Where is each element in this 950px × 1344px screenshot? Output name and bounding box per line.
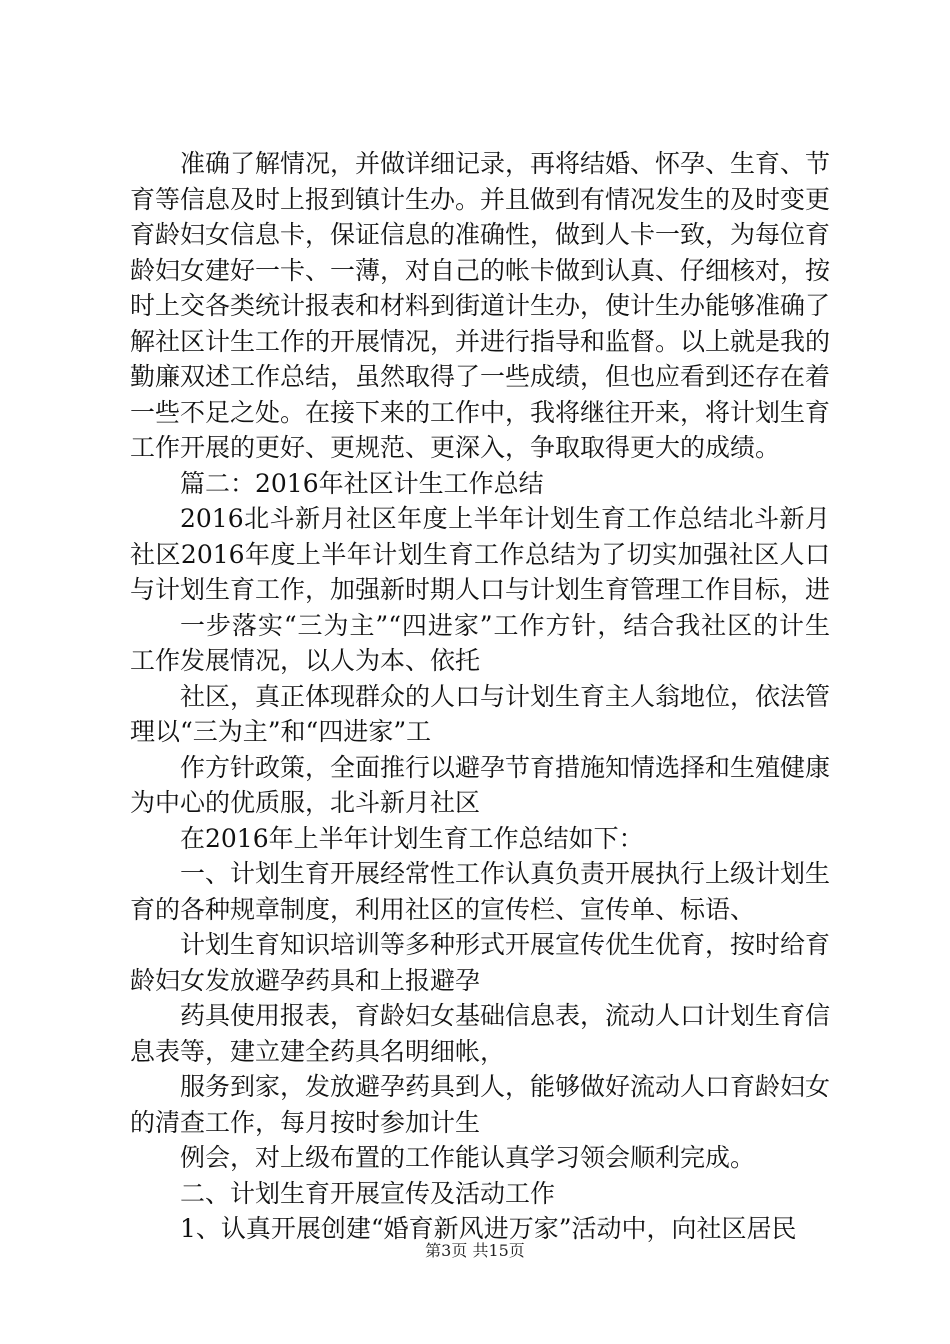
document-body — [130, 146, 830, 1247]
body-paragraph-4: 社区，真正体现群众的人口与计划生育主人翁地位，依法管理以“三为主”和“四进家”工 — [130, 681, 831, 746]
body-paragraph-11: 例会，对上级布置的工作能认真学习领会顺利完成。 — [180, 1143, 756, 1172]
subsection-heading: 二、计划生育开展宣传及活动工作 — [180, 1178, 556, 1208]
body-paragraph-9: 药具使用报表，育龄妇女基础信息表，流动人口计划生育信息表等，建立建全药具名明细帐， — [130, 1001, 831, 1066]
body-paragraph-6: 在2016年上半年计划生育工作总结如下： — [180, 823, 644, 853]
body-paragraph-8: 计划生育知识培训等多种形式开展宣传优生优育，按时给育龄妇女发放避孕药具和上报避孕 — [130, 930, 831, 995]
body-paragraph-2: 2016北斗新月社区年度上半年计划生育工作总结北斗新月社区2016年度上半年计划生育工作总结为了切实加强社区人口与计划生育工作，加强新时期人口与计划生育管理工作目标，进 — [130, 504, 831, 604]
body-paragraph-1: 准确了解情况，并做详细记录，再将结婚、怀孕、生育、节育等信息及时上报到镇计生办。并且做到有情况发生的及时变更育龄妇女信息卡，保证信息的准确性，做到人卡一致，为每位育龄妇女建好一卡、一薄，对自己的帐卡做到认真、仔细核对，按时上交各类统计报表和材料到街道计生办，使计生办能够准确了解社区计生工作的开展情况，并进行指导和监督。以上就是我的勤廉双述工作总结，虽然取得了一些成绩，但也应看到还存在着一些不足之处。在接下来的工作中，我将继往开来，将计划生育工作开展的更好、更规范、更深入，争取取得更大的成绩。 — [130, 149, 831, 462]
body-paragraph-12: 1、认真开展创建“婚育新风进万家”活动中，向社区居民 — [180, 1214, 797, 1243]
section-heading: 篇二：2016年社区计生工作总结 — [180, 468, 544, 498]
body-paragraph-10: 服务到家，发放避孕药具到人，能够做好流动人口育龄妇女的清查工作，每月按时参加计生 — [130, 1072, 831, 1137]
body-paragraph-7: 一、计划生育开展经常性工作认真负责开展执行上级计划生育的各种规章制度，利用社区的宣传栏、宣传单、标语、 — [130, 859, 831, 924]
body-paragraph-5: 作方针政策，全面推行以避孕节育措施知情选择和生殖健康为中心的优质服，北斗新月社区 — [130, 752, 831, 817]
body-paragraph-3: 一步落实“三为主”“四进家”工作方针，结合我社区的计生工作发展情况，以人为本、依托 — [130, 610, 830, 675]
page-number-footer: 第3页 共15页 — [425, 1241, 525, 1260]
